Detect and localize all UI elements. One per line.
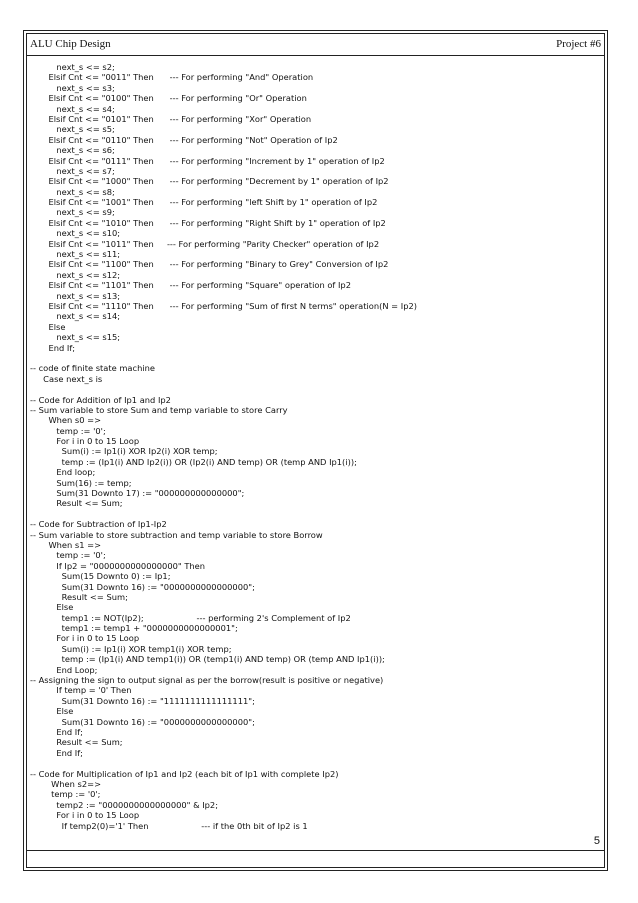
code-line: temp := '0'; — [30, 789, 101, 800]
code-line: next_s <= s5; — [30, 124, 115, 135]
code-line: Else — [30, 602, 74, 613]
code-line: next_s <= s10; — [30, 228, 121, 239]
code-line: next_s <= s3; — [30, 82, 115, 93]
code-line: Elsif Cnt <= "0101" Then --- For performing "Xor" Operation — [30, 113, 312, 124]
code-line: End Loop; — [30, 664, 98, 675]
code-line: Elsif Cnt <= "1100" Then --- For performing "Binary to Grey" Conversion of Ip2 — [30, 259, 389, 270]
code-line: Else — [30, 706, 74, 717]
code-line: Elsif Cnt <= "1110" Then --- For performing "Sum of first N terms" operation(N = Ip2) — [30, 300, 417, 311]
code-line: temp := (Ip1(i) AND temp1(i)) OR (temp1(i) AND temp) OR (temp AND Ip1(i)); — [30, 654, 385, 665]
code-line: Elsif Cnt <= "1010" Then --- For performing "Right Shift by 1" operation of Ip2 — [30, 217, 386, 228]
code-line: Result <= Sum; — [30, 498, 123, 509]
code-line — [30, 384, 600, 394]
code-line: -- Sum variable to store subtraction and temp variable to store Borrow — [30, 529, 323, 540]
code-line: Else — [30, 321, 66, 332]
code-line: temp := '0'; — [30, 550, 106, 561]
code-line: Sum(31 Downto 16) := "0000000000000000"; — [30, 581, 255, 592]
code-line: -- Code for Subtraction of Ip1-Ip2 — [30, 519, 167, 530]
code-line: -- code of finite state machine — [30, 363, 156, 374]
code-line: next_s <= s2; — [30, 62, 115, 72]
code-line: Sum(31 Downto 16) := "1111111111111111"; — [30, 695, 255, 706]
code-line: Elsif Cnt <= "1011" Then --- For performing "Parity Checker" operation of Ip2 — [30, 238, 380, 249]
code-line: temp := '0'; — [30, 425, 106, 436]
code-line: Sum(16) := temp; — [30, 477, 132, 488]
code-line: -- Sum variable to store Sum and temp variable to store Carry — [30, 404, 288, 415]
code-line: next_s <= s6; — [30, 145, 115, 156]
code-line: Result <= Sum; — [30, 591, 128, 602]
code-line: Sum(15 Downto 0) := Ip1; — [30, 571, 171, 582]
code-line: Elsif Cnt <= "0100" Then --- For performing "Or" Operation — [30, 93, 307, 104]
code-line: temp2 := "0000000000000000" & Ip2; — [30, 799, 219, 810]
code-line: Sum(31 Downto 17) := "000000000000000"; — [30, 488, 245, 499]
code-line: If temp2(0)='1' Then --- if the 0th bit of Ip2 is 1 — [30, 820, 308, 831]
code-line: next_s <= s13; — [30, 290, 121, 301]
code-line: For i in 0 to 15 Loop — [30, 436, 140, 447]
code-line: Sum(i) := Ip1(i) XOR temp1(i) XOR temp; — [30, 643, 232, 654]
code-line: Elsif Cnt <= "1000" Then --- For performing "Decrement by 1" operation of Ip2 — [30, 176, 389, 187]
code-line — [30, 758, 600, 768]
code-line: End If; — [30, 747, 83, 758]
page-number: 5 — [593, 835, 600, 847]
code-line: End If; — [30, 727, 83, 737]
code-line: For i in 0 to 15 Loop — [30, 810, 140, 821]
code-line: When s0 => — [30, 415, 102, 426]
code-line: End If; — [30, 342, 76, 353]
code-line: Elsif Cnt <= "1101" Then --- For performing "Square" operation of Ip2 — [30, 280, 351, 291]
code-line: If temp = '0' Then — [30, 685, 132, 696]
code-line: next_s <= s9; — [30, 207, 115, 218]
code-line: temp := (Ip1(i) AND Ip2(i)) OR (Ip2(i) AND temp) OR (temp AND Ip1(i)); — [30, 456, 357, 467]
code-line: next_s <= s7; — [30, 165, 115, 176]
code-line: -- Code for Addition of Ip1 and Ip2 — [30, 394, 171, 405]
code-line: Elsif Cnt <= "0110" Then --- For performing "Not" Operation of Ip2 — [30, 134, 338, 145]
code-line: next_s <= s11; — [30, 249, 121, 260]
code-line: -- Code for Multiplication of Ip1 and Ip2 (each bit of Ip1 with complete Ip2) — [30, 768, 339, 779]
code-line: next_s <= s15; — [30, 332, 121, 343]
project-label: Project #6 — [556, 38, 601, 50]
code-line: next_s <= s8; — [30, 186, 115, 197]
footer-divider — [27, 850, 604, 851]
code-line: Elsif Cnt <= "1001" Then --- For performing "left Shift by 1" operation of Ip2 — [30, 197, 378, 208]
page-header — [30, 38, 601, 56]
code-line: For i in 0 to 15 Loop — [30, 633, 140, 644]
code-line: End loop; — [30, 467, 96, 478]
code-line: When s1 => — [30, 539, 102, 550]
code-line: Elsif Cnt <= "0111" Then --- For performing "Increment by 1" operation of Ip2 — [30, 155, 385, 166]
code-line — [30, 353, 600, 363]
code-line: temp1 := temp1 + "0000000000000001"; — [30, 623, 238, 634]
document-title: ALU Chip Design — [30, 38, 111, 50]
code-line: When s2=> — [30, 778, 102, 789]
code-line: next_s <= s4; — [30, 103, 115, 114]
code-line: If Ip2 = "0000000000000000" Then — [30, 560, 206, 571]
code-line: next_s <= s14; — [30, 311, 121, 322]
code-line: Elsif Cnt <= "0011" Then --- For performing "And" Operation — [30, 72, 314, 83]
header-divider — [27, 55, 604, 56]
code-line: -- Assigning the sign to output signal as per the borrow(result is positive or negative) — [30, 675, 384, 686]
code-line: temp1 := NOT(Ip2); --- performing 2's Complement of Ip2 — [30, 612, 351, 623]
vhdl-code-listing — [30, 62, 600, 831]
code-line: Sum(31 Downto 16) := "0000000000000000"; — [30, 716, 255, 727]
code-line: next_s <= s12; — [30, 269, 121, 280]
code-line: Case next_s is — [30, 373, 103, 384]
code-line: Result <= Sum; — [30, 737, 123, 748]
code-line — [30, 509, 600, 519]
code-line: Sum(i) := Ip1(i) XOR Ip2(i) XOR temp; — [30, 446, 218, 457]
